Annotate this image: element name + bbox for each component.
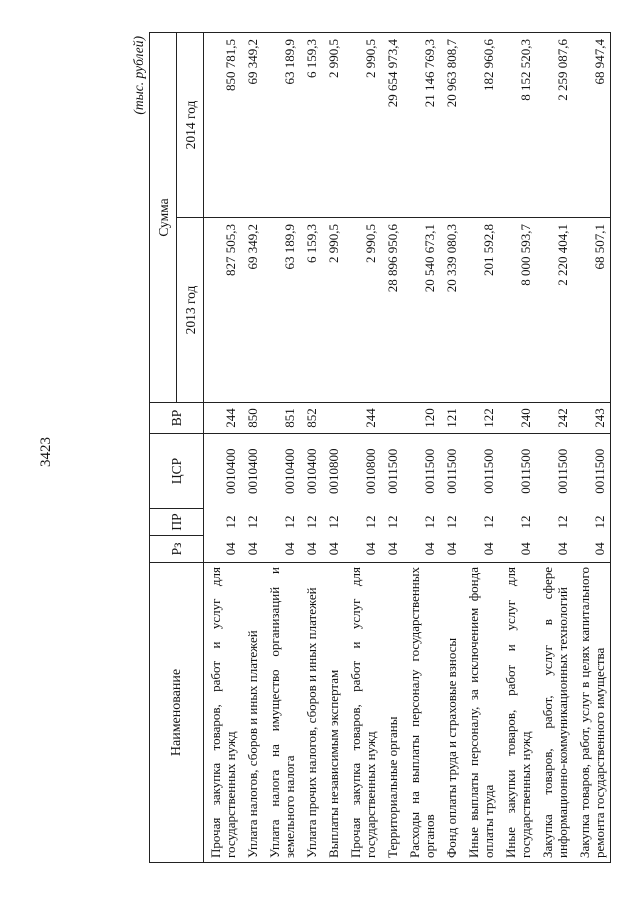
table-row bbox=[204, 32, 242, 862]
row-sum-2014: 8 152 520,3 bbox=[499, 32, 536, 217]
row-sum-2013: 2 220 404,1 bbox=[536, 218, 573, 403]
row-csr: 0010400 bbox=[300, 434, 322, 509]
table-body bbox=[204, 32, 611, 862]
row-csr: 0011500 bbox=[536, 434, 573, 509]
row-sum-2014: 21 146 769,3 bbox=[403, 32, 440, 217]
row-name: Уплата налога на имущество организаций и земельного налога bbox=[263, 563, 300, 863]
row-sum-2013: 68 507,1 bbox=[573, 218, 611, 403]
row-csr: 0011500 bbox=[440, 434, 462, 509]
row-csr: 0010400 bbox=[263, 434, 300, 509]
row-sum-2013: 8 000 593,7 bbox=[499, 218, 536, 403]
row-sum-2014: 182 960,6 bbox=[462, 32, 499, 217]
budget-table bbox=[149, 32, 611, 863]
row-name: Уплата налогов, сборов и иных платежей bbox=[241, 563, 263, 863]
header-sum: Сумма bbox=[150, 32, 177, 402]
header-2013: 2013 год bbox=[177, 218, 204, 403]
table-row bbox=[322, 32, 344, 862]
row-rz: 04 bbox=[263, 536, 300, 563]
row-vr: 851 bbox=[282, 408, 297, 428]
table-row bbox=[381, 32, 403, 862]
row-csr: 0011500 bbox=[403, 434, 440, 509]
row-sum-2013: 201 592,8 bbox=[462, 218, 499, 403]
row-sum-2014: 2 990,5 bbox=[344, 32, 381, 217]
row-vr bbox=[381, 403, 403, 434]
header-vr: ВР bbox=[150, 403, 204, 434]
row-pr: 12 bbox=[363, 515, 378, 529]
row-csr: 0011500 bbox=[573, 434, 611, 509]
row-name: Расходы на выплаты персоналу государственных органов bbox=[403, 563, 440, 863]
row-sum-2013: 28 896 950,6 bbox=[381, 218, 403, 403]
row-vr: 120 bbox=[422, 408, 437, 428]
table-row bbox=[241, 32, 263, 862]
row-csr: 0010400 bbox=[241, 434, 263, 509]
row-sum-2014: 6 159,3 bbox=[300, 32, 322, 217]
row-pr: 12 bbox=[245, 515, 260, 529]
row-pr: 12 bbox=[326, 515, 341, 529]
row-sum-2013: 827 505,3 bbox=[204, 218, 242, 403]
table-row bbox=[573, 32, 611, 862]
row-rz: 04 bbox=[403, 536, 440, 563]
row-sum-2013: 63 189,9 bbox=[263, 218, 300, 403]
units-label: (тыс. рублей) bbox=[131, 36, 146, 115]
row-rz: 04 bbox=[204, 536, 242, 563]
table-row bbox=[403, 32, 440, 862]
row-rz: 04 bbox=[536, 536, 573, 563]
row-sum-2014: 68 947,4 bbox=[573, 32, 611, 217]
row-pr: 12 bbox=[444, 515, 459, 529]
row-name: Закупка товаров, работ, услуг в целях капитального ремонта государственного имущества bbox=[573, 563, 611, 863]
row-rz: 04 bbox=[381, 536, 403, 563]
row-sum-2014: 850 781,5 bbox=[204, 32, 242, 217]
row-sum-2014: 2 259 087,6 bbox=[536, 32, 573, 217]
row-name: Прочая закупка товаров, работ и услуг для государственных нужд bbox=[204, 563, 242, 863]
row-sum-2014: 63 189,9 bbox=[263, 32, 300, 217]
row-sum-2013: 20 339 080,3 bbox=[440, 218, 462, 403]
table-row bbox=[344, 32, 381, 862]
header-rz: Рз bbox=[150, 536, 204, 563]
row-csr: 0010800 bbox=[344, 434, 381, 509]
row-sum-2013: 69 349,2 bbox=[241, 218, 263, 403]
row-sum-2013: 2 990,5 bbox=[322, 218, 344, 403]
row-vr: 244 bbox=[223, 408, 238, 428]
row-name: Прочая закупка товаров, работ и услуг для государственных нужд bbox=[344, 563, 381, 863]
row-rz: 04 bbox=[322, 536, 344, 563]
row-pr: 12 bbox=[518, 515, 533, 529]
header-pr: ПР bbox=[150, 509, 204, 536]
row-csr: 0010800 bbox=[322, 434, 344, 509]
table-row bbox=[440, 32, 462, 862]
row-rz: 04 bbox=[440, 536, 462, 563]
row-sum-2014: 29 654 973,4 bbox=[381, 32, 403, 217]
row-vr: 121 bbox=[444, 408, 459, 428]
row-csr: 0011500 bbox=[381, 434, 403, 509]
row-sum-2014: 2 990,5 bbox=[322, 32, 344, 217]
row-vr: 122 bbox=[481, 408, 496, 428]
table-row bbox=[263, 32, 300, 862]
row-vr: 242 bbox=[555, 408, 570, 428]
row-rz: 04 bbox=[241, 536, 263, 563]
row-vr: 244 bbox=[363, 408, 378, 428]
row-sum-2013: 6 159,3 bbox=[300, 218, 322, 403]
table-header bbox=[150, 32, 204, 862]
row-pr: 12 bbox=[223, 515, 238, 529]
table-row bbox=[499, 32, 536, 862]
row-pr: 12 bbox=[555, 515, 570, 529]
row-sum-2013: 20 540 673,1 bbox=[403, 218, 440, 403]
rotated-page-content bbox=[101, 28, 621, 873]
row-rz: 04 bbox=[344, 536, 381, 563]
row-vr: 852 bbox=[304, 408, 319, 428]
row-pr: 12 bbox=[422, 515, 437, 529]
row-name: Уплата прочих налогов, сборов и иных платежей bbox=[300, 563, 322, 863]
row-pr: 12 bbox=[573, 509, 611, 536]
header-name: Наименование bbox=[150, 563, 204, 863]
table-row bbox=[300, 32, 322, 862]
table-row bbox=[462, 32, 499, 862]
row-name: Иные выплаты персоналу, за исключением фонда оплаты труда bbox=[462, 563, 499, 863]
row-pr: 12 bbox=[385, 515, 400, 529]
row-name: Выплаты независимым экспертам bbox=[322, 563, 344, 863]
row-name: Фонд оплаты труда и страховые взносы bbox=[440, 563, 462, 863]
row-rz: 04 bbox=[462, 536, 499, 563]
row-pr: 12 bbox=[304, 515, 319, 529]
row-rz: 04 bbox=[573, 536, 611, 563]
row-vr: 240 bbox=[518, 408, 533, 428]
row-name: Закупка товаров, работ, услуг в сфере информационно-коммуникационных технологий bbox=[536, 563, 573, 863]
row-pr: 12 bbox=[282, 515, 297, 529]
header-csr: ЦСР bbox=[150, 434, 204, 509]
row-sum-2013: 2 990,5 bbox=[344, 218, 381, 403]
row-vr: 243 bbox=[573, 403, 611, 434]
row-name: Территориальные органы bbox=[381, 563, 403, 863]
row-pr: 12 bbox=[481, 515, 496, 529]
row-name: Иные закупки товаров, работ и услуг для государственных нужд bbox=[499, 563, 536, 863]
row-rz: 04 bbox=[300, 536, 322, 563]
page-number: 3423 bbox=[38, 437, 54, 467]
row-rz: 04 bbox=[499, 536, 536, 563]
row-sum-2014: 69 349,2 bbox=[241, 32, 263, 217]
row-csr: 0010400 bbox=[204, 434, 242, 509]
row-csr: 0011500 bbox=[462, 434, 499, 509]
header-2014: 2014 год bbox=[177, 32, 204, 217]
row-vr: 850 bbox=[245, 408, 260, 428]
row-sum-2014: 20 963 808,7 bbox=[440, 32, 462, 217]
row-vr bbox=[322, 403, 344, 434]
row-csr: 0011500 bbox=[499, 434, 536, 509]
table-row bbox=[536, 32, 573, 862]
